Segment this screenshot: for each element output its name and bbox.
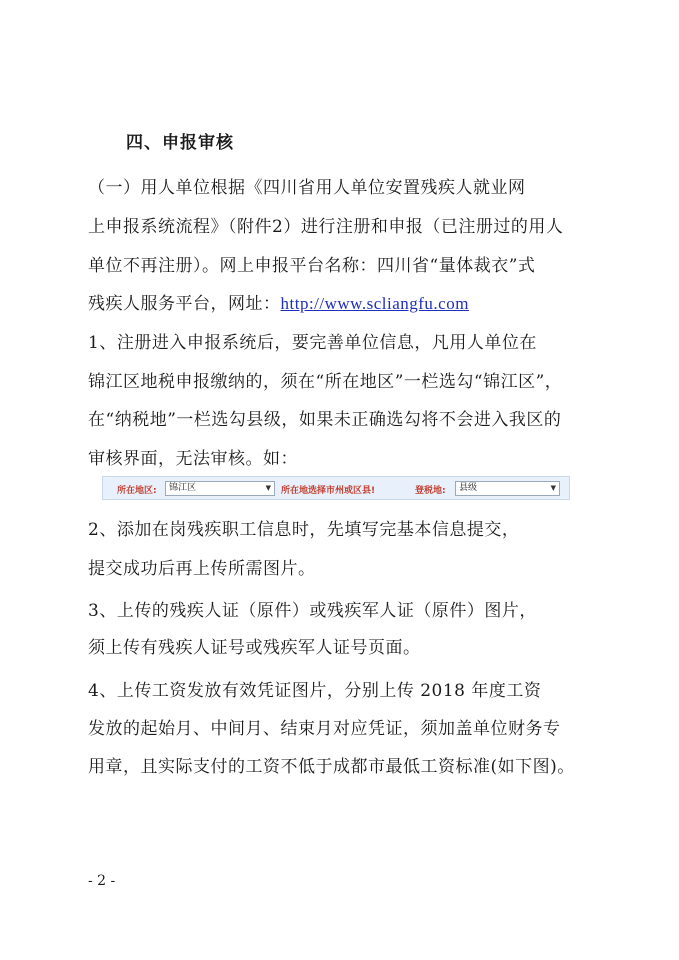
region-select[interactable] [165,481,275,496]
para3-line-2: 提交成功后再上传所需图片。 [88,559,316,579]
tax-select[interactable] [455,481,560,496]
para1-line-4-text: 残疾人服务平台，网址： [88,294,281,314]
page-number: - 2 - [88,873,116,889]
para5-line-1: 4、上传工资发放有效凭证图片，分别上传 2018 年度工资 [88,681,542,701]
para2-line-4: 审核界面，无法审核。如： [88,449,298,469]
para2-line-2: 锦江区地税申报缴纳的，须在“所在地区”一栏选勾“锦江区”， [88,372,563,392]
para1-line-3: 单位不再注册）。网上申报平台名称：四川省“量体裁衣”式 [88,256,536,276]
para1-line-4 [88,294,598,314]
para1-line-1: （一）用人单位根据《四川省用人单位安置残疾人就业网 [88,178,526,198]
chevron-down-icon: ▼ [550,484,556,492]
region-select-value: 锦江区 [169,483,197,493]
region-hint: 所在地选择市州或区县! [281,486,376,496]
para3-line-1: 2、添加在岗残疾职工信息时，先填写完基本信息提交， [88,520,520,540]
para4-line-1: 3、上传的残疾人证（原件）或残疾军人证（原件）图片， [88,601,537,621]
chevron-down-icon: ▼ [265,484,271,492]
tax-label: 登税地: [415,486,446,496]
registration-form-example [102,476,570,500]
tax-select-value: 县级 [459,483,478,493]
para2-line-1: 1、注册进入申报系统后，要完善单位信息，凡用人单位在 [88,333,537,353]
para1-line-2: 上申报系统流程》（附件2）进行注册和申报（已注册过的用人 [88,217,564,237]
para4-line-2: 须上传有残疾人证号或残疾军人证号页面。 [88,638,421,658]
section-heading: 四、申报审核 [126,133,234,153]
para5-line-2: 发放的起始月、中间月、结束月对应凭证，须加盖单位财务专 [88,719,561,739]
para5-line-3: 用章，且实际支付的工资不低于成都市最低工资标准(如下图)。 [88,757,575,777]
region-label: 所在地区: [117,486,157,496]
platform-url-link[interactable]: http://www.scliangfu.com [280,294,469,313]
para2-line-3: 在“纳税地”一栏选勾县级，如果未正确选勾将不会进入我区的 [88,410,562,430]
